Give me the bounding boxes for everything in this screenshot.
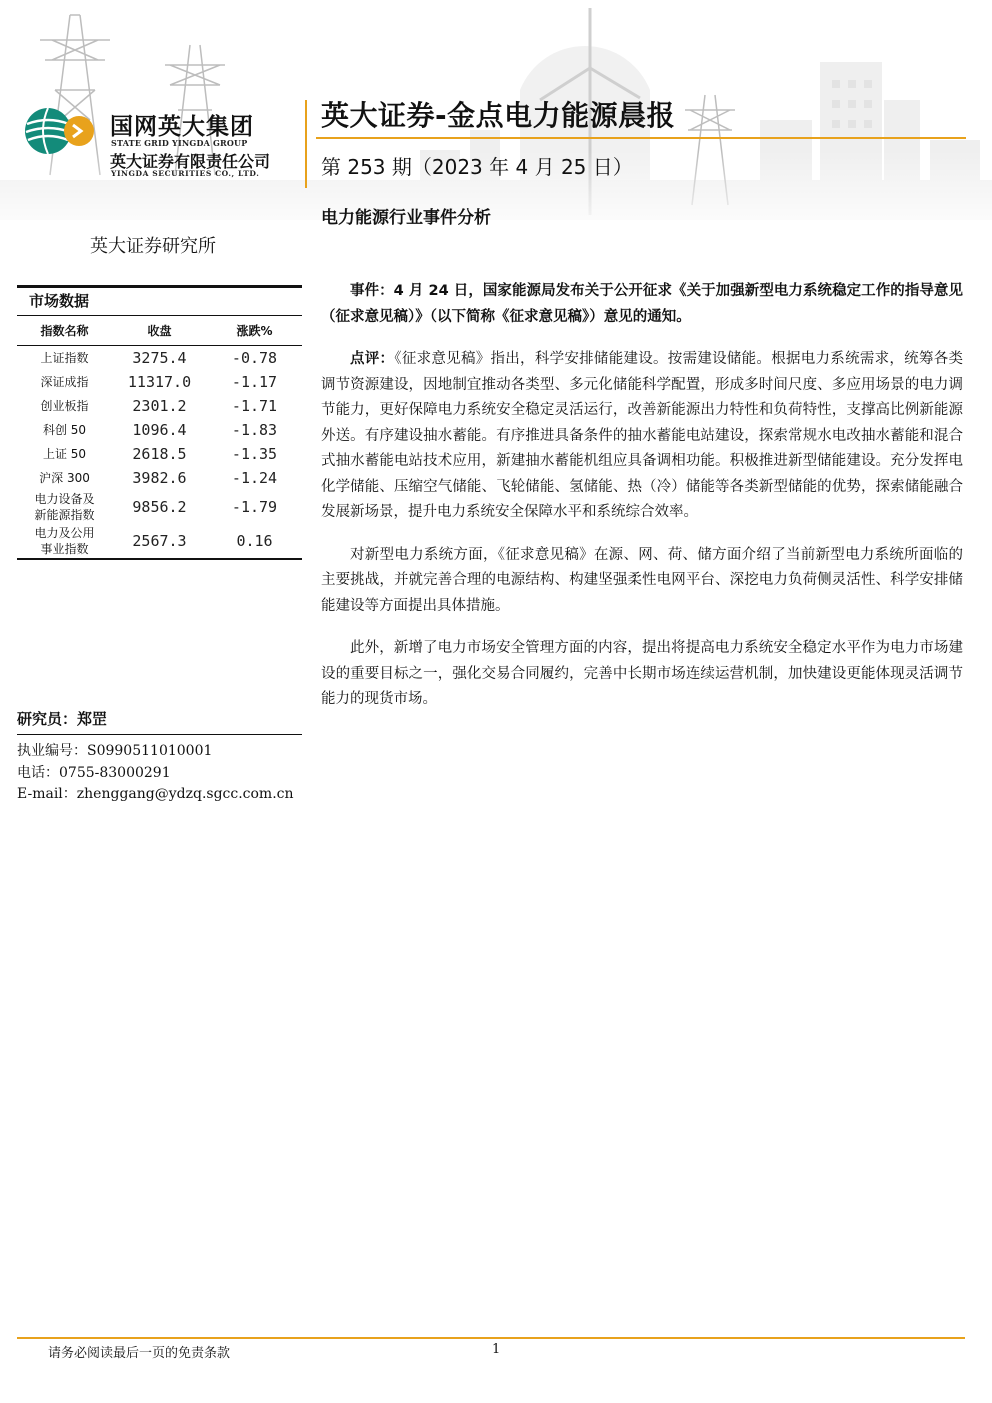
index-name: 创业板指 bbox=[40, 399, 89, 413]
group-name-cn: 国网英大集团 bbox=[110, 114, 254, 140]
group-name-en: STATE GRID YINGDA GROUP bbox=[111, 138, 248, 148]
phone-number: 电话：0755-83000291 bbox=[17, 764, 171, 781]
index-change: 0.16 bbox=[236, 532, 273, 550]
company-name-cn: 英大证券有限责任公司 bbox=[110, 152, 271, 171]
index-change: -1.17 bbox=[231, 373, 278, 391]
issue-number: 第 253 期（2023 年 4 月 25 日） bbox=[321, 155, 633, 179]
table-row bbox=[17, 418, 302, 442]
index-change: -1.71 bbox=[231, 397, 278, 415]
market-data-panel bbox=[17, 285, 302, 560]
market-bottom-rule bbox=[17, 558, 302, 560]
index-change: -0.78 bbox=[231, 349, 278, 367]
index-name: 电力及公用 事业指数 bbox=[34, 526, 95, 556]
index-name: 科创 50 bbox=[42, 423, 87, 437]
index-change: -1.83 bbox=[231, 421, 278, 439]
index-close: 11317.0 bbox=[127, 373, 192, 391]
table-row bbox=[17, 524, 302, 558]
page-number: 1 bbox=[492, 1342, 501, 1357]
system-paragraph: 对新型电力系统方面，《征求意见稿》在源、网、荷、储方面介绍了当前新型电力系统所面临的主要挑战，并就完善合理的电源结构、构建坚强柔性电网平台、深挖电力负荷侧灵活性、科学安排储能建设等方面提出具体措施。 bbox=[321, 546, 963, 614]
col-header-close: 收盘 bbox=[112, 316, 207, 346]
index-name: 沪深 300 bbox=[39, 471, 90, 485]
event-paragraph: 事件：4 月 24 日，国家能源局发布关于公开征求《关于加强新型电力系统稳定工作的指导意见（征求意见稿）》（以下简称《征求意见稿》）意见的通知。 bbox=[321, 283, 963, 325]
table-row bbox=[17, 346, 302, 371]
report-body bbox=[321, 279, 963, 730]
table-row bbox=[17, 370, 302, 394]
index-name: 上证指数 bbox=[40, 351, 89, 365]
footer-rule bbox=[17, 1337, 965, 1339]
index-name: 深证成指 bbox=[40, 375, 89, 389]
index-close: 1096.4 bbox=[132, 421, 187, 439]
index-close: 3982.6 bbox=[132, 469, 187, 487]
comment-label: 点评： bbox=[350, 351, 395, 367]
researcher-name: 研究员：郑罡 bbox=[17, 708, 302, 735]
market-title: 市场数据 bbox=[17, 288, 302, 316]
comment-text: 《征求意见稿》指出，科学安排储能建设。按需建设储能。根据电力系统需求，统筹各类调节资源建设，因地制宜推动各类型、多元化储能科学配置，形成多时间尺度、多应用场景的电力调节能力，更好保障电力系统安全稳定灵活运行，改善新能源出力特性和负荷特性，支撑高比例新能源外送。有序建设抽水蓄能。有序推进具备条件的抽水蓄能电站建设，探索常规水电改抽水蓄能和混合式抽水蓄能电站技术应用，新建抽水蓄能机组应具备调相功能。积极推进新型储能建设。充分发挥电化学储能、压缩空气储能、飞轮储能、氢储能、热（冷）储能等各类新型储能的优势，探索储能融合发展新场景，提升电力系统安全保障水平和系统综合效率。 bbox=[321, 351, 964, 520]
email-address[interactable]: E-mail：zhenggang@ydzq.sgcc.com.cn bbox=[17, 786, 294, 802]
index-close: 3275.4 bbox=[132, 349, 187, 367]
company-name-en: YINGDA SECURITIES CO., LTD. bbox=[111, 169, 260, 178]
index-change: -1.79 bbox=[231, 498, 278, 516]
institute-name: 英大证券研究所 bbox=[90, 236, 216, 257]
index-close: 9856.2 bbox=[132, 498, 187, 516]
col-header-name: 指数名称 bbox=[17, 316, 112, 346]
researcher-section bbox=[17, 708, 302, 735]
license-number: 执业编号：S0990511010001 bbox=[17, 743, 213, 759]
comment-paragraph bbox=[321, 347, 963, 526]
market-paragraph: 此外，新增了电力市场安全管理方面的内容，提出将提高电力系统安全稳定水平作为电力市场建设的重要目标之一，强化交易合同履约，完善中长期市场连续运营机制，加快建设更能体现灵活调节能力的现货市场。 bbox=[321, 640, 963, 707]
table-row bbox=[17, 442, 302, 466]
index-name: 电力设备及 新能源指数 bbox=[34, 492, 95, 522]
company-logo-icon bbox=[24, 106, 96, 156]
researcher-contact bbox=[17, 741, 294, 806]
report-title: 英大证券-金点电力能源晨报 bbox=[321, 99, 676, 132]
market-header-row bbox=[17, 316, 302, 346]
table-row bbox=[17, 466, 302, 490]
index-close: 2567.3 bbox=[132, 532, 187, 550]
market-table bbox=[17, 316, 302, 558]
disclaimer-note: 请务必阅读最后一页的免责条款 bbox=[48, 1346, 231, 1361]
report-subtitle: 电力能源行业事件分析 bbox=[321, 208, 491, 228]
index-name: 上证 50 bbox=[42, 447, 87, 461]
index-change: -1.35 bbox=[231, 445, 278, 463]
col-header-change: 涨跌% bbox=[207, 316, 302, 346]
index-close: 2301.2 bbox=[132, 397, 187, 415]
header-gold-rule bbox=[316, 137, 966, 139]
table-row bbox=[17, 394, 302, 418]
index-change: -1.24 bbox=[231, 469, 278, 487]
header-vertical-divider bbox=[305, 100, 307, 188]
table-row bbox=[17, 490, 302, 524]
index-close: 2618.5 bbox=[132, 445, 187, 463]
